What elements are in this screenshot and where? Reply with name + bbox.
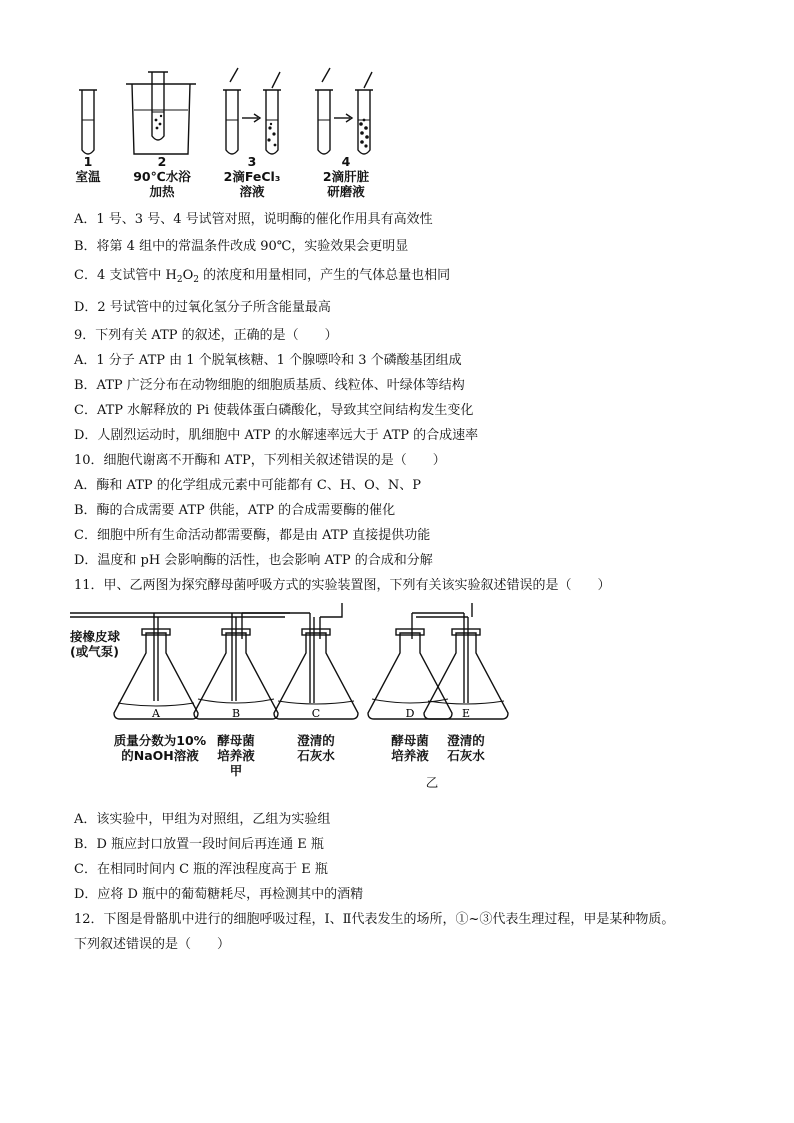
flask-e-label-line2: 石灰水 <box>447 748 485 763</box>
tube-3-label-line2: 溶液 <box>239 184 265 199</box>
q11-option-b: B．D 瓶应封口放置一段时间后再连通 E 瓶 <box>74 837 324 852</box>
flask-a-label-line2: 的NaOH溶液 <box>121 748 199 763</box>
tube-3-number: 3 <box>247 154 257 169</box>
q8-option-a: A．1 号、3 号、4 号试管对照，说明酶的催化作用具有高效性 <box>74 212 433 227</box>
q11-option-a: A．该实验中，甲组为对照组，乙组为实验组 <box>74 812 331 827</box>
tube-2-label-line1: 90℃水浴 <box>133 169 191 184</box>
q9-option-d: D．人剧烈运动时，肌细胞中 ATP 的水解速率远大于 ATP 的合成速率 <box>74 428 479 443</box>
flask-e-label <box>440 733 492 763</box>
q12-stem-line2: 下列叙述错误的是（ ） <box>74 937 231 952</box>
q9-option-b: B．ATP 广泛分布在动物细胞的细胞质基质、线粒体、叶绿体等结构 <box>74 378 465 393</box>
flask-c-label-line1: 澄清的 <box>297 733 335 748</box>
q8-option-b: B．将第 4 组中的常温条件改成 90℃，实验效果会更明显 <box>74 239 409 254</box>
q10-option-c: C．细胞中所有生命活动都需要酶，都是由 ATP 直接提供功能 <box>74 528 431 543</box>
q8-option-c-post: 的浓度和用量相同，产生的气体总量也相同 <box>198 268 451 283</box>
figure-flask-apparatus <box>70 603 510 798</box>
tube-4-label-line1: 2滴肝脏 <box>322 169 370 184</box>
flask-apparatus-drawing <box>70 603 510 728</box>
flask-e-letter: E <box>461 707 471 720</box>
tube-2-number: 2 <box>157 154 167 169</box>
q8-option-c-sub2: 2 <box>193 275 199 285</box>
tube-4-number: 4 <box>341 154 351 169</box>
pump-label-line2: (或气泵) <box>70 644 119 659</box>
tube-1-number: 1 <box>83 154 93 169</box>
flask-a-label-line1: 质量分数为10% <box>113 733 207 748</box>
q9-stem: 9．下列有关 ATP 的叙述，正确的是（ ） <box>74 328 338 343</box>
q8-option-c <box>74 268 450 288</box>
flask-d-label <box>384 733 436 763</box>
flask-c-label-line2: 石灰水 <box>297 748 335 763</box>
flask-e-label-line1: 澄清的 <box>447 733 485 748</box>
flask-d-label-line2: 培养液 <box>391 748 429 763</box>
flask-a-letter: A <box>152 707 160 720</box>
q9-option-a: A．1 分子 ATP 由 1 个脱氧核糖、1 个腺嘌呤和 3 个磷酸基团组成 <box>74 353 462 368</box>
tube-4-label-line2: 研磨液 <box>327 184 365 199</box>
flask-c-letter: C <box>311 707 321 720</box>
flask-d-label-line1: 酵母菌 <box>391 733 429 748</box>
tube-1-caption <box>70 154 106 184</box>
flask-b-label-line2: 培养液 <box>217 748 255 763</box>
flask-b-letter: B <box>231 707 241 720</box>
flask-a-label <box>100 733 220 763</box>
figure-test-tubes <box>70 62 400 202</box>
flask-b-label <box>210 733 262 778</box>
tube-3-caption <box>210 154 294 199</box>
q8-option-d: D．2 号试管中的过氧化氢分子所含能量最高 <box>74 300 331 315</box>
pump-label <box>70 629 140 659</box>
tube-1-label: 室温 <box>75 169 101 184</box>
q10-option-a: A．酶和 ATP 的化学组成元素中可能都有 C、H、O、N、P <box>74 478 421 493</box>
tube-4-caption <box>304 154 388 199</box>
q11-option-c: C．在相同时间内 C 瓶的浑浊程度高于 E 瓶 <box>74 862 328 877</box>
q11-option-d: D．应将 D 瓶中的葡萄糖耗尽，再检测其中的酒精 <box>74 887 364 902</box>
tube-3-label-line1: 2滴FeCl₃ <box>223 169 281 184</box>
q10-option-b: B．酶的合成需要 ATP 供能，ATP 的合成需要酶的催化 <box>74 503 396 518</box>
tube-2-caption <box>122 154 202 199</box>
q8-option-c-sub1: 2 <box>176 275 183 285</box>
group-yi-label: 乙 <box>425 775 439 790</box>
group-jia-label: 甲 <box>229 763 243 778</box>
tube-2-label-line2: 加热 <box>149 184 175 199</box>
q12-stem-line1: 12．下图是骨骼肌中进行的细胞呼吸过程，Ⅰ、Ⅱ代表发生的场所，①~③代表生理过程，甲是某种物质。 <box>74 912 675 927</box>
q11-stem: 11．甲、乙两图为探究酵母菌呼吸方式的实验装置图，下列有关该实验叙述错误的是（ ） <box>74 578 611 593</box>
q8-option-c-mid: O <box>182 268 194 283</box>
q9-option-c: C．ATP 水解释放的 Pi 使载体蛋白磷酸化，导致其空间结构发生变化 <box>74 403 474 418</box>
q10-stem: 10．细胞代谢离不开酶和 ATP，下列相关叙述错误的是（ ） <box>74 453 446 468</box>
q10-option-d: D．温度和 pH 会影响酶的活性，也会影响 ATP 的合成和分解 <box>74 553 433 568</box>
flask-b-label-line1: 酵母菌 <box>217 733 255 748</box>
q8-option-c-pre: C．4 支试管中 H <box>74 268 177 283</box>
test-tubes-drawing <box>70 62 400 162</box>
flask-d-letter: D <box>405 707 415 720</box>
flask-c-label <box>290 733 342 763</box>
pump-label-line1: 接橡皮球 <box>70 629 121 644</box>
